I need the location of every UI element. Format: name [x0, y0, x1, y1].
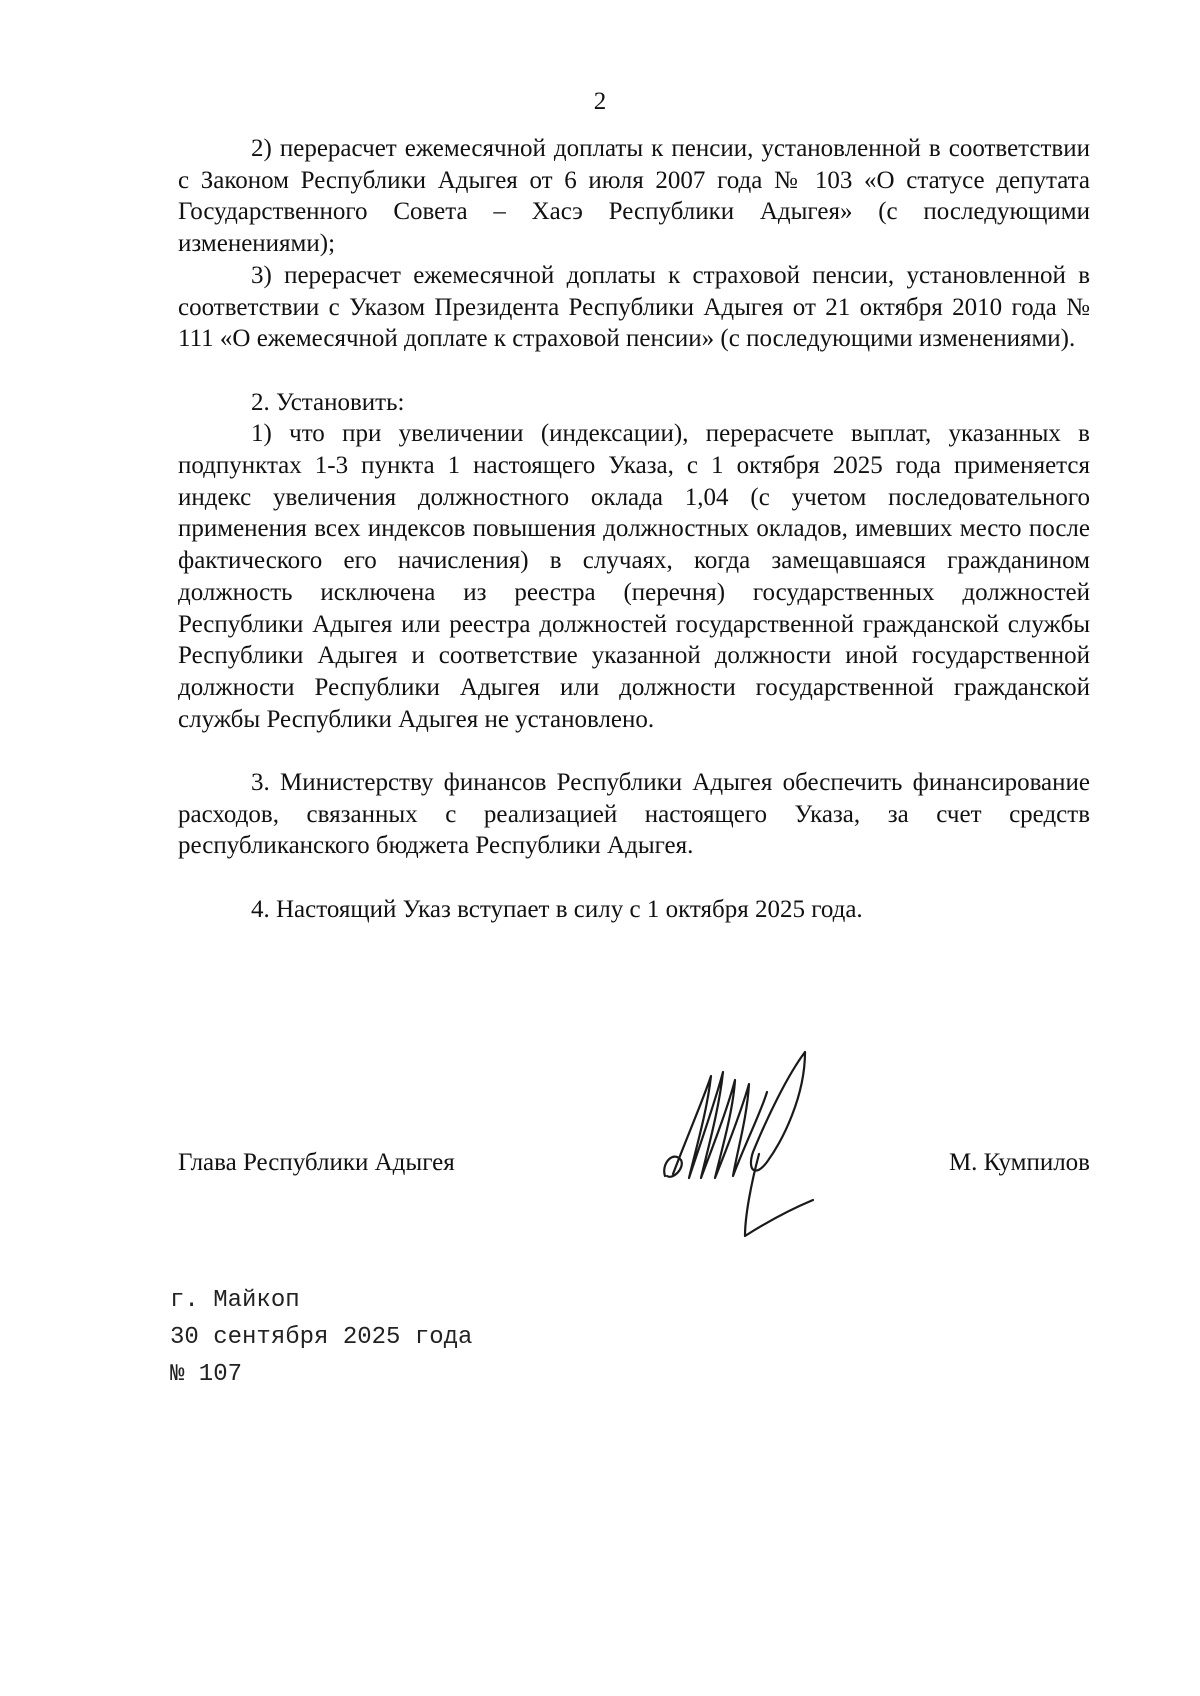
paragraph-indexation-rule: 1) что при увеличении (индексации), перерасчете выплат, указанных в подпунктах 1-3 пункта 1 настоящего Указа, с 1 октября 2025 года применяется индекс увеличения должностного оклада 1,04 (с учетом последовательного применения всех индексов повышения должностных окладов, имевших место после фактического его начисления) в случаях, когда замещавшаяся гражданином должность исключена из реестра (перечня) государственных должностей Республики Адыгея или реестра должностей государственной гражданской службы Республики Адыгея и соответствие указанной должности иной государственной должности Республики Адыгея или должности государственной гражданской службы Республики Адыгея не установлено.: [178, 420, 1090, 733]
signatory-name: М. Кумпилов: [948, 1149, 1090, 1176]
paragraph-recalc-insurance-pension: 3) перерасчет ежемесячной доплаты к страховой пенсии, установленной в соответствии с Указом Президента Республики Адыгея от 21 октября 2010 года № 111 «О ежемесячной доплате к страховой пенсии» (с последующими изменениями).: [178, 261, 1090, 353]
signatory-position: Глава Республики Адыгея: [178, 1149, 455, 1176]
signature-block: [178, 1147, 1090, 1187]
handwritten-signature: [655, 1048, 855, 1248]
paragraph-effective-date: 4. Настоящий Указ вступает в силу с 1 октября 2025 года.: [251, 895, 863, 923]
footer-number: № 107: [170, 1361, 243, 1388]
paragraph-recalc-deputy-pension: 2) перерасчет ежемесячной доплаты к пенсии, установленной в соответствии с Законом Республики Адыгея от 6 июля 2007 года № 103 «О статусе депутата Государственного Совета – Хасэ Республики Адыгея» (с последующими изменениями);: [178, 135, 1090, 258]
page-number: 2: [593, 88, 607, 115]
decree-footer: [170, 1282, 472, 1393]
footer-date: 30 сентября 2025 года: [170, 1324, 473, 1351]
paragraph-finance-ministry: 3. Министерству финансов Республики Адыгея обеспечить финансирование расходов, связанных с реализацией настоящего Указа, за счет средств республиканского бюджета Республики Адыгея.: [178, 769, 1090, 860]
footer-city: г. Майкоп: [170, 1287, 300, 1314]
paragraph-establish-heading: 2. Установить:: [251, 388, 405, 416]
decree-body: [178, 133, 1090, 926]
